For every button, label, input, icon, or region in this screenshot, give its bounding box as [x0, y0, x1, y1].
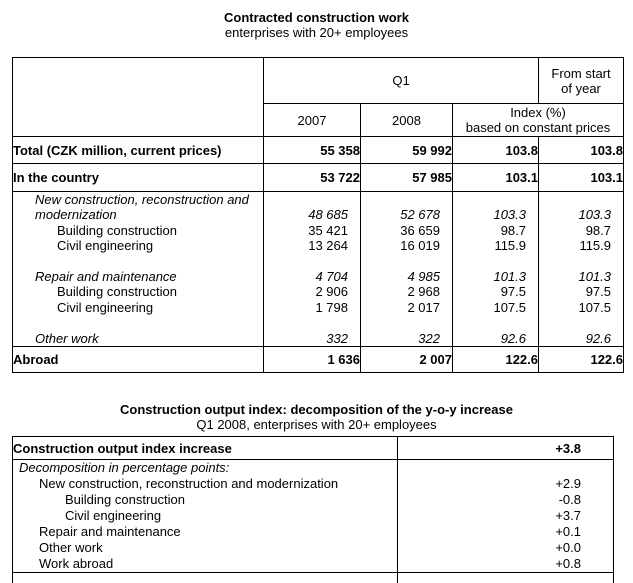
- decomposition-value: +2.9: [555, 476, 581, 491]
- detail-value: 103.3: [493, 207, 527, 223]
- detail-value: 2 017: [407, 299, 440, 315]
- abroad-2008: 2 007: [361, 346, 453, 372]
- detail-label: Building construction: [57, 222, 177, 238]
- decomposition-value: +0.8: [555, 556, 581, 571]
- table1-subtitle: enterprises with 20+ employees: [224, 25, 409, 40]
- decomposition-label: Repair and maintenance: [39, 524, 181, 539]
- decomposition-label: New construction, reconstruction and modernization: [39, 476, 339, 491]
- year-2007-header-cell: 2007: [264, 104, 361, 137]
- abroad-2007: 1 636: [264, 346, 361, 372]
- row-cutoff: [13, 573, 614, 583]
- detail-value: 4 704: [315, 268, 348, 284]
- detail-spacer: [264, 315, 360, 330]
- detail-value: 101.3: [493, 268, 527, 284]
- detail-value: 48 685: [308, 207, 348, 223]
- detail-spacer: [13, 254, 263, 269]
- increase-label: Construction output index increase: [13, 437, 398, 460]
- total-label: Total (CZK million, current prices): [13, 137, 264, 164]
- detail-value: [539, 192, 623, 207]
- in-country-label: In the country: [13, 164, 264, 192]
- decomposition-value: [398, 460, 613, 476]
- in-country-from-start: 103.1: [539, 164, 624, 192]
- detail-label: Repair and maintenance: [35, 268, 177, 284]
- detail-value: 115.9: [579, 238, 612, 254]
- table1-title-block: [0, 10, 633, 40]
- detail-spacer: [264, 254, 360, 269]
- detail-value: 332: [326, 330, 348, 346]
- cutoff-cell-right: [398, 573, 614, 583]
- stub-header-cell: [13, 58, 264, 137]
- decomposition-value: +0.1: [555, 524, 581, 539]
- in-country-index: 103.1: [453, 164, 539, 192]
- decomposition-value: +3.7: [555, 508, 581, 523]
- detail-value: 13 264: [308, 238, 348, 254]
- detail-value: 16 019: [400, 238, 440, 254]
- decomposition-label: Civil engineering: [65, 508, 162, 523]
- table2-title-block: [0, 402, 633, 432]
- total-index: 103.8: [453, 137, 539, 164]
- abroad-from-start: 122.6: [539, 346, 624, 372]
- detail-value: 322: [418, 330, 440, 346]
- decomposition-table: [12, 436, 614, 583]
- detail-value: 92.6: [585, 330, 612, 346]
- detail-spacer: [453, 315, 538, 330]
- detail-label: Building construction: [57, 284, 177, 300]
- row-in-the-country: [13, 164, 624, 192]
- decomposition-label: Building construction: [65, 492, 185, 507]
- header-row-1: [13, 58, 624, 104]
- detail-spacer: [361, 254, 452, 269]
- detail-2008-cell: [361, 192, 453, 347]
- index-header-line1: Index (%): [510, 105, 566, 120]
- detail-value: 92.6: [500, 330, 527, 346]
- detail-value: 103.3: [578, 207, 612, 223]
- index-header-line2: based on constant prices: [465, 120, 611, 135]
- cutoff-cell-left: [13, 573, 398, 583]
- q1-header-cell: Q1: [264, 58, 539, 104]
- abroad-label: Abroad: [13, 346, 264, 372]
- decomposition-labels-cell: [13, 460, 398, 573]
- detail-value: 2 968: [407, 284, 440, 300]
- detail-spacer: [453, 254, 538, 269]
- detail-spacer: [13, 315, 263, 330]
- detail-label: Civil engineering: [57, 299, 154, 315]
- row-decomposition-block: [13, 460, 614, 573]
- detail-value: 1 798: [315, 299, 348, 315]
- table2-subtitle: Q1 2008, enterprises with 20+ employees: [196, 417, 437, 432]
- detail-label: New construction, reconstruction and: [35, 192, 249, 207]
- increase-value: +3.8: [398, 437, 614, 460]
- decomposition-heading: Decomposition in percentage points:: [19, 460, 230, 475]
- abroad-index: 122.6: [453, 346, 539, 372]
- total-2007: 55 358: [264, 137, 361, 164]
- total-2008: 59 992: [361, 137, 453, 164]
- detail-value: 4 985: [407, 268, 440, 284]
- row-total: [13, 137, 624, 164]
- in-country-2008: 57 985: [361, 164, 453, 192]
- detail-value: 2 906: [315, 284, 348, 300]
- contracted-work-table: [12, 57, 624, 373]
- total-from-start: 103.8: [539, 137, 624, 164]
- detail-spacer: [539, 315, 623, 330]
- detail-value: [264, 192, 360, 207]
- detail-value: 107.5: [493, 299, 527, 315]
- detail-value: 98.7: [585, 222, 612, 238]
- in-country-2007: 53 722: [264, 164, 361, 192]
- index-header-cell: [453, 104, 624, 137]
- from-start-line2: of year: [561, 80, 601, 96]
- table1-title: Contracted construction work: [224, 10, 409, 25]
- detail-spacer: [361, 315, 452, 330]
- detail-2007-cell: [264, 192, 361, 347]
- decomposition-label: Other work: [39, 540, 103, 555]
- detail-value: 36 659: [400, 222, 440, 238]
- detail-value: 52 678: [400, 207, 440, 223]
- table2-title: Construction output index: decomposition of the y-o-y increase: [120, 402, 513, 417]
- decomposition-label: Work abroad: [39, 556, 114, 571]
- detail-labels-cell: [13, 192, 264, 347]
- detail-value: 35 421: [308, 222, 348, 238]
- decomposition-value: -0.8: [558, 492, 581, 507]
- detail-value: [361, 192, 452, 207]
- detail-value: 97.5: [500, 284, 527, 300]
- detail-label: modernization: [35, 207, 117, 223]
- from-start-header-cell: [539, 58, 624, 104]
- year-2008-header-cell: 2008: [361, 104, 453, 137]
- detail-value: 107.5: [578, 299, 612, 315]
- row-output-index-increase: [13, 437, 614, 460]
- detail-index-cell: [453, 192, 539, 347]
- detail-value: 115.9: [494, 238, 527, 254]
- detail-label: Other work: [35, 330, 99, 346]
- from-start-line1: From start: [551, 65, 611, 81]
- detail-from-start-cell: [539, 192, 624, 347]
- decomposition-value: +0.0: [555, 540, 581, 555]
- detail-value: 98.7: [500, 222, 527, 238]
- row-detail-block: [13, 192, 624, 347]
- row-abroad: [13, 346, 624, 372]
- detail-value: 101.3: [578, 268, 612, 284]
- decomposition-values-cell: [398, 460, 614, 573]
- detail-label: Civil engineering: [57, 238, 154, 254]
- detail-spacer: [539, 254, 623, 269]
- detail-value: 97.5: [585, 284, 612, 300]
- detail-value: [453, 192, 538, 207]
